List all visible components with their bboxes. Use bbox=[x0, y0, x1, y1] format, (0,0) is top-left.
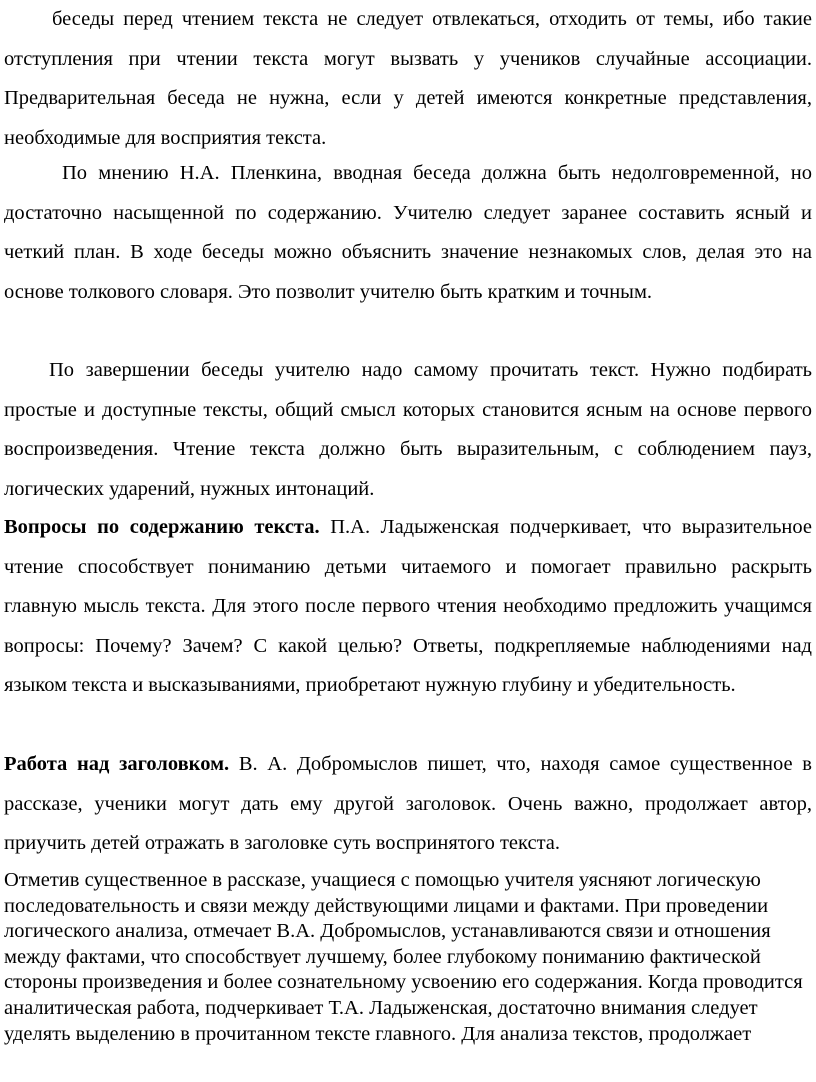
paragraph-teacher-reading: По завершении беседы учителю надо самому прочитать текст. Нужно подбирать простые и доступные тексты, общий смысл которых становится ясным на основе первого воспроизведения. Чтение текста должно быть выразительным, с соблюдением пауз, логических ударений, нужных интонаций. bbox=[4, 359, 812, 500]
paragraph-intro-conversation: беседы перед чтением текста не следует отвлекаться, отходить от темы, ибо такие отступления при чтении текста могут вызвать у учеников случайные ассоциации. Предварительная беседа не нужна, если у детей имеются конкретные представления, необходимые для восприятия текста. bbox=[4, 8, 812, 149]
paragraph-plenkin-opinion: По мнению Н.А. Пленкина, вводная беседа должна быть недолговременной, но достаточно насыщенной по содержанию. Учителю следует заранее составить ясный и четкий план. В ходе беседы можно объяснить значение незнакомых слов, делая это на основе толкового словаря. Это позволит учителю быть кратким и точным. bbox=[4, 162, 812, 303]
heading-title-work: Работа над заголовком. bbox=[4, 753, 230, 775]
paragraph-title-work bbox=[4, 745, 812, 864]
paragraph-content-questions-body: П.А. Ладыженская подчеркивает, что выразительное чтение способствует пониманию детьми читаемого и помогает правильно раскрыть главную мысль текста. Для этого после первого чтения необходимо предложить учащимся вопросы: Почему? Зачем? С какой целью? Ответы, подкрепляемые наблюдениями над языком текста и высказываниями, приобретают нужную глубину и убедительность. bbox=[4, 516, 812, 696]
paragraph-title-work-body: В. А. Добромыслов пишет, что, находя самое существенное в рассказе, ученики могут дать ему другой заголовок. Очень важно, продолжает автор, приучить детей отражать в заголовке суть воспринятого текста. bbox=[4, 753, 812, 854]
heading-content-questions: Вопросы по содержанию текста. bbox=[4, 516, 320, 538]
paragraph-logical-analysis: Отметив существенное в рассказе, учащиеся с помощью учителя уясняют логическую последовательность и связи между действующими лицами и фактами. При проведении логического анализа, отмечает В.А. Добромыслов, устанавливаются связи и отношения между фактами, что способствует лучшему, более глубокому пониманию фактической стороны произведения и более сознательному усвоению его содержания. Когда проводится аналитическая работа, подчеркивает Т.А. Ладыженская, достаточно внимания следует уделять выделению в прочитанном тексте главного. Для анализа текстов, продолжает bbox=[4, 869, 803, 1045]
paragraph-content-questions bbox=[4, 508, 812, 706]
